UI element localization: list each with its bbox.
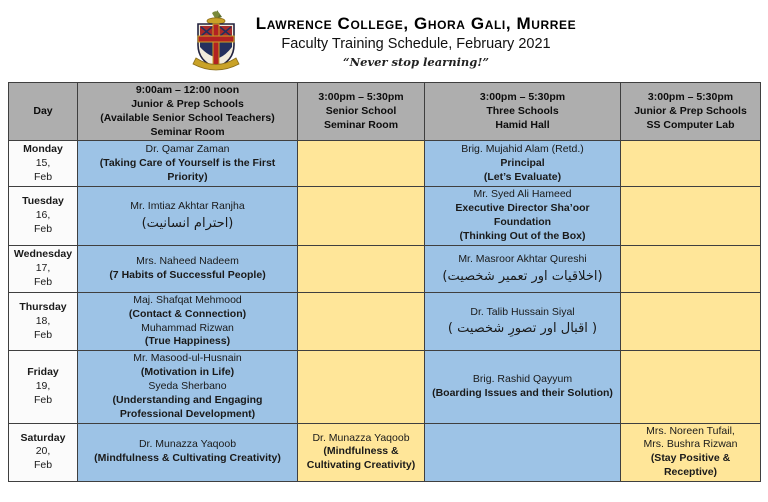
header-text-line: Senior School <box>325 104 397 117</box>
cell-text-line: Dr. Munazza Yaqoob <box>312 431 410 444</box>
session-cell-thursday-1 <box>78 292 298 350</box>
session-column-header-1 <box>78 83 298 141</box>
document-header <box>0 8 768 74</box>
header-text-line: SS Computer Lab <box>646 118 735 131</box>
session-cell-saturday-1 <box>78 423 298 481</box>
header-text-line: 3:00pm – 5:30pm <box>318 90 404 103</box>
day-dmonth: Feb <box>33 223 53 236</box>
day-dmonth: Feb <box>33 393 53 406</box>
session-column-header-4 <box>621 83 761 141</box>
session-cell-tuesday-1 <box>78 187 298 245</box>
header-text <box>256 14 577 69</box>
cell-text-line: Brig. Rashid Qayyum <box>472 373 573 386</box>
session-cell-friday-2 <box>298 351 425 423</box>
session-cell-thursday-3 <box>425 292 621 350</box>
session-cell-wednesday-3 <box>425 245 621 292</box>
day-ddate: 15, <box>35 157 51 169</box>
session-cell-tuesday-4 <box>621 187 761 245</box>
page-title: Lawrence College, Ghora Gali, Murree <box>255 13 577 33</box>
session-cell-monday-2 <box>298 141 425 187</box>
cell-text-line: Principal <box>500 157 545 169</box>
day-column-header <box>9 83 78 141</box>
cell-text-line: (Taking Care of Yourself is the First Priority) <box>99 157 276 183</box>
session-column-header-2 <box>298 83 425 141</box>
cell-text-line: (Stay Positive & Receptive) <box>650 452 731 479</box>
day-ddate: 17, <box>35 261 51 274</box>
session-cell-friday-1 <box>78 351 298 423</box>
cell-text-line: Mrs. Noreen Tufail, <box>646 424 735 437</box>
session-cell-thursday-2 <box>298 292 425 350</box>
schedule-row-thursday <box>9 292 761 350</box>
session-cell-saturday-2 <box>298 423 425 481</box>
college-crest-logo <box>192 8 240 74</box>
schedule-row-friday <box>9 351 761 423</box>
session-cell-tuesday-2 <box>298 187 425 245</box>
day-ddate: 19, <box>35 380 51 393</box>
session-cell-thursday-4 <box>621 292 761 350</box>
session-cell-saturday-3 <box>425 423 621 481</box>
header-text-line: 3:00pm – 5:30pm <box>479 90 566 103</box>
cell-text-line: (7 Habits of Successful People) <box>109 268 266 281</box>
day-cell-thursday <box>9 292 78 350</box>
cell-text-line: (Mindfulness & Cultivating Creativity) <box>306 445 416 472</box>
cell-text-line: Dr. Munazza Yaqoob <box>138 438 237 451</box>
session-cell-monday-1 <box>78 141 298 187</box>
cell-text-line: Mrs. Naheed Nadeem <box>136 255 239 268</box>
day-dmonth: Feb <box>33 170 53 183</box>
cell-text-line: Brig. Mujahid Alam (Retd.) <box>461 143 584 156</box>
cell-text-line: Mr. Imtiaz Akhtar Ranjha <box>130 200 245 213</box>
day-cell-wednesday <box>9 245 78 292</box>
header-text-line: 3:00pm – 5:30pm <box>647 90 734 103</box>
cell-text-line: Maj. Shafqat Mehmood <box>133 293 242 306</box>
header-text-line: (Available Senior School Teachers) <box>100 111 275 124</box>
day-cell-tuesday <box>9 187 78 245</box>
day-ddate: 20, <box>35 445 51 458</box>
session-cell-wednesday-4 <box>621 245 761 292</box>
session-cell-wednesday-2 <box>298 245 425 292</box>
session-cell-friday-4 <box>621 351 761 423</box>
cell-text-line: Mrs. Bushra Rizwan <box>643 438 738 451</box>
header-text-line: Junior & Prep Schools <box>131 97 244 110</box>
cell-text-line: (Understanding and Engaging Professional Development) <box>112 393 263 420</box>
schedule-row-saturday <box>9 423 761 481</box>
cell-text-line: Dr. Qamar Zaman <box>145 143 230 156</box>
session-cell-tuesday-3 <box>425 187 621 245</box>
cell-text-line: (True Happiness) <box>144 335 231 348</box>
header-text-line: Seminar Room <box>150 125 225 138</box>
cell-text-line: Muhammad Rizwan <box>141 321 234 334</box>
header-text-line: 9:00am – 12:00 noon <box>135 84 240 96</box>
schedule-row-monday <box>9 141 761 187</box>
day-dmonth: Feb <box>33 459 53 472</box>
cell-text-line: Executive Director Sha’oor Foundation <box>455 202 590 229</box>
schedule-table <box>8 82 761 482</box>
cell-text-line: Mr. Masood-ul-Husnain <box>133 352 242 365</box>
cell-text-line: Syeda Sherbano <box>148 380 227 393</box>
day-cell-saturday <box>9 423 78 481</box>
day-cell-monday <box>9 141 78 187</box>
day-ddate: 18, <box>35 314 51 327</box>
day-dname: Monday <box>23 143 63 156</box>
day-dname: Wednesday <box>13 248 73 261</box>
header-text-line: Hamid Hall <box>495 118 550 131</box>
cell-text-line: Mr. Masroor Akhtar Qureshi <box>458 252 587 265</box>
cell-text-line: (Let’s Evaluate) <box>483 170 562 183</box>
cell-text-line: (احترام انسانیت) <box>141 216 234 231</box>
header-text-line: Day <box>33 104 53 117</box>
cell-text-line: (Boarding Issues and their Solution) <box>432 386 613 399</box>
header-text-line: Junior & Prep Schools <box>634 104 747 117</box>
cell-text-line: ( اقبال اور تصورِ شخصیت ) <box>447 321 598 337</box>
session-cell-wednesday-1 <box>78 245 298 292</box>
cell-text-line: (Motivation in Life) <box>140 366 235 379</box>
day-dname: Thursday <box>19 300 67 313</box>
session-cell-monday-3 <box>425 141 621 187</box>
day-dmonth: Feb <box>33 328 53 341</box>
day-cell-friday <box>9 351 78 423</box>
header-row <box>9 83 761 141</box>
cell-text-line: (Mindfulness & Cultivating Creativity) <box>94 452 281 465</box>
session-cell-monday-4 <box>621 141 761 187</box>
session-cell-friday-3 <box>425 351 621 423</box>
day-dname: Saturday <box>20 431 66 444</box>
day-dname: Friday <box>27 366 59 379</box>
day-ddate: 16, <box>35 209 51 222</box>
schedule-row-tuesday <box>9 187 761 245</box>
schedule-row-wednesday <box>9 245 761 292</box>
page-subtitle: Faculty Training Schedule, February 2021 <box>281 35 551 52</box>
motto-text: “Never stop learning!” <box>343 54 489 69</box>
header-text-line: Three Schools <box>486 104 559 117</box>
session-cell-saturday-4 <box>621 423 761 481</box>
cell-text-line: (اخلاقیات اور تعمیر شخصیت) <box>442 268 603 284</box>
cell-text-line: (Contact & Connection) <box>128 307 247 320</box>
day-dname: Tuesday <box>22 195 64 208</box>
session-column-header-3 <box>425 83 621 141</box>
cell-text-line: (Thinking Out of the Box) <box>459 230 586 243</box>
day-dmonth: Feb <box>33 275 53 288</box>
header-text-line: Seminar Room <box>323 118 399 131</box>
cell-text-line: Dr. Talib Hussain Siyal <box>470 305 575 318</box>
cell-text-line: Mr. Syed Ali Hameed <box>473 188 572 201</box>
